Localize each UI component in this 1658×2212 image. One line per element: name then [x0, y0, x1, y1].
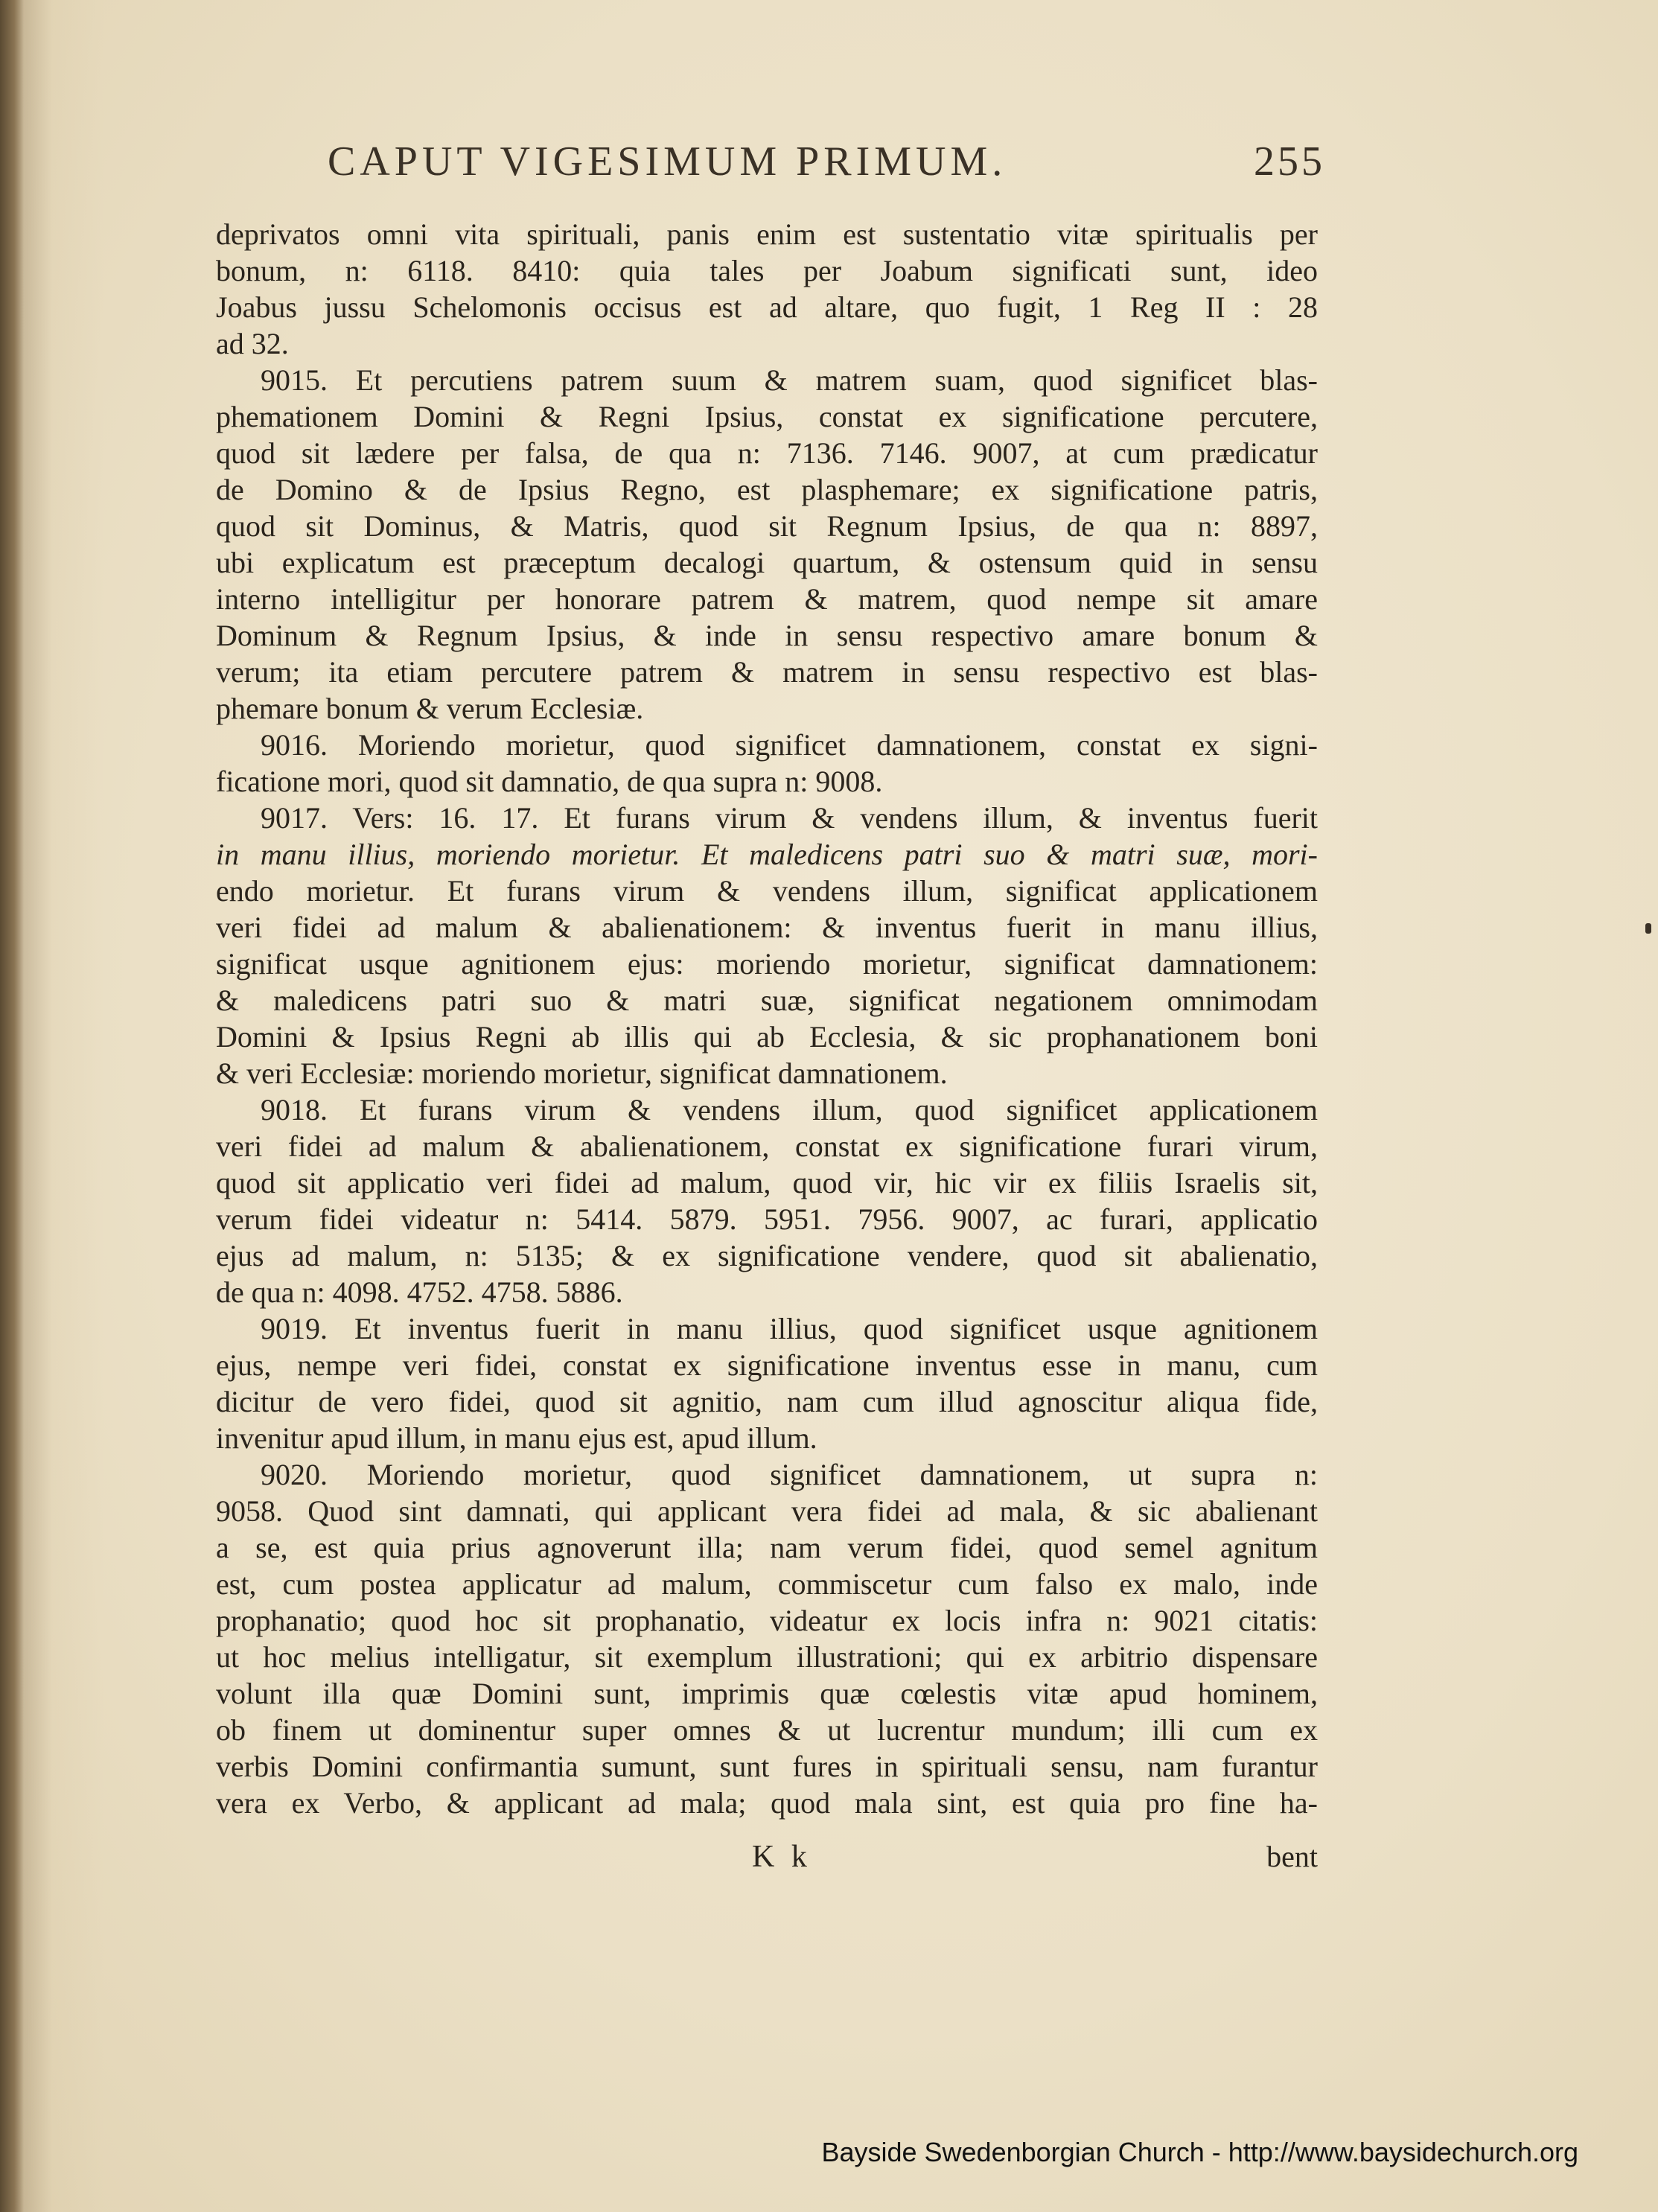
text-line: veri fidei ad malum & abalienationem: & inventus fuerit in manu illius, [216, 911, 1318, 944]
text-line: endo morietur. Et furans virum & vendens illum, significat applicationem [216, 874, 1318, 908]
text-line: quod sit lædere per falsa, de qua n: 7136. 7146. 9007, at cum prædicatur [216, 436, 1318, 470]
text-line: deprivatos omni vita spirituali, panis enim est sustentatio vitæ spiritualis per [216, 217, 1318, 251]
text-line: bonum, n: 6118. 8410: quia tales per Joabum significati sunt, ideo [216, 254, 1318, 287]
text-line: est, cum postea applicatur ad malum, commiscetur cum falso ex malo, inde [216, 1567, 1318, 1601]
text-line: invenitur apud illum, in manu ejus est, apud illum. [216, 1421, 817, 1455]
paragraph-9017-start: 9017. Vers: 16. 17. Et furans virum & vendens illum, & inventus fuerit [261, 801, 1318, 835]
text-line: veri fidei ad malum & abalienationem, constat ex significatione furari virum, [216, 1129, 1318, 1163]
text-line: & veri Ecclesiæ: moriendo morietur, significat damnationem. [216, 1056, 948, 1090]
text-line: prophanatio; quod hoc sit prophanatio, videatur ex locis infra n: 9021 citatis: [216, 1604, 1318, 1637]
text-line: ut hoc melius intelligatur, sit exemplum illustrationi; qui ex arbitrio dispensare [216, 1640, 1318, 1674]
text-line: ejus ad malum, n: 5135; & ex significatione vendere, quod sit abalienatio, [216, 1239, 1318, 1272]
paragraph-9015-start: 9015. Et percutiens patrem suum & matrem suam, quod significet blas- [261, 363, 1318, 397]
page-header [328, 138, 1325, 197]
paragraph-9016-start: 9016. Moriendo morietur, quod significet damnationem, constat ex signi- [261, 728, 1318, 762]
text-line: interno intelligitur per honorare patrem & matrem, quod nempe sit amare [216, 582, 1318, 616]
body-text [216, 216, 1318, 1821]
text-line: ficatione mori, quod sit damnatio, de qua supra n: 9008. [216, 765, 883, 798]
paragraph-9018-start: 9018. Et furans virum & vendens illum, quod significet applicationem [261, 1093, 1318, 1126]
paragraph-9020-start: 9020. Moriendo morietur, quod significet damnationem, ut supra n: [261, 1458, 1318, 1491]
text-line: Dominum & Regnum Ipsius, & inde in sensu respectivo amare bonum & [216, 619, 1318, 652]
ink-speck [1645, 923, 1651, 934]
text-line: verum; ita etiam percutere patrem & matrem in sensu respectivo est blas- [216, 655, 1318, 689]
text-line: verbis Domini confirmantia sumunt, sunt fures in spirituali sensu, nam furantur [216, 1750, 1318, 1783]
text-line: a se, est quia prius agnoverunt illa; nam verum fidei, quod semel agnitum [216, 1531, 1318, 1564]
text-line: verum fidei videatur n: 5414. 5879. 5951. 7956. 9007, ac furari, applicatio [216, 1202, 1318, 1236]
text-line: ad 32. [216, 327, 289, 360]
text-line: vera ex Verbo, & applicant ad mala; quod mala sint, est quia pro fine ha- [216, 1786, 1318, 1820]
text-line: & maledicens patri suo & matri suæ, significat negationem omnimodam [216, 984, 1318, 1017]
signature-mark: K k [752, 1840, 812, 1874]
paragraph-9019-start: 9019. Et inventus fuerit in manu illius, quod significet usque agnitionem [261, 1312, 1318, 1345]
text-line: dicitur de vero fidei, quod sit agnitio, nam cum illud agnoscitur aliqua fide, [216, 1385, 1318, 1418]
running-head: CAPUT VIGESIMUM PRIMUM. [328, 138, 1007, 185]
text-line: phemationem Domini & Regni Ipsius, constat ex significatione percutere, [216, 400, 1318, 433]
text-line: quod sit Dominus, & Matris, quod sit Regnum Ipsius, de qua n: 8897, [216, 509, 1318, 543]
text-line: ubi explicatum est præceptum decalogi quartum, & ostensum quid in sensu [216, 546, 1318, 579]
text-line: volunt illa quæ Domini sunt, imprimis quæ cœlestis vitæ apud hominem, [216, 1677, 1318, 1710]
text-line: 9058. Quod sint damnati, qui applicant vera fidei ad mala, & sic abalienant [216, 1494, 1318, 1528]
text-line: de Domino & de Ipsius Regno, est plasphemare; ex significatione patris, [216, 473, 1318, 506]
page-number: 255 [1254, 138, 1325, 185]
watermark-credit: Bayside Swedenborgian Church - http://www.baysidechurch.org [821, 2137, 1578, 2167]
text-line: significat usque agnitionem ejus: moriendo morietur, significat damnationem: [216, 947, 1318, 981]
text-line: Domini & Ipsius Regni ab illis qui ab Ecclesia, & sic prophanationem boni [216, 1020, 1318, 1054]
text-line: quod sit applicatio veri fidei ad malum, quod vir, hic vir ex filiis Israelis sit, [216, 1166, 1318, 1199]
text-line: Joabus jussu Schelomonis occisus est ad altare, quo fugit, 1 Reg II : 28 [216, 290, 1318, 324]
text-line: ob finem ut dominentur super omnes & ut lucrentur mundum; illi cum ex [216, 1713, 1318, 1747]
text-line: phemare bonum & verum Ecclesiæ. [216, 692, 644, 725]
text-line: de qua n: 4098. 4752. 4758. 5886. [216, 1275, 623, 1309]
page-footer [216, 1839, 1318, 1876]
text-line-italic: in manu illius, moriendo morietur. Et maledicens patri suo & matri suæ, mori- [216, 838, 1318, 871]
catchword: bent [1266, 1840, 1318, 1873]
book-gutter-shadow [0, 0, 24, 2212]
text-line: ejus, nempe veri fidei, constat ex significatione inventus esse in manu, cum [216, 1348, 1318, 1382]
